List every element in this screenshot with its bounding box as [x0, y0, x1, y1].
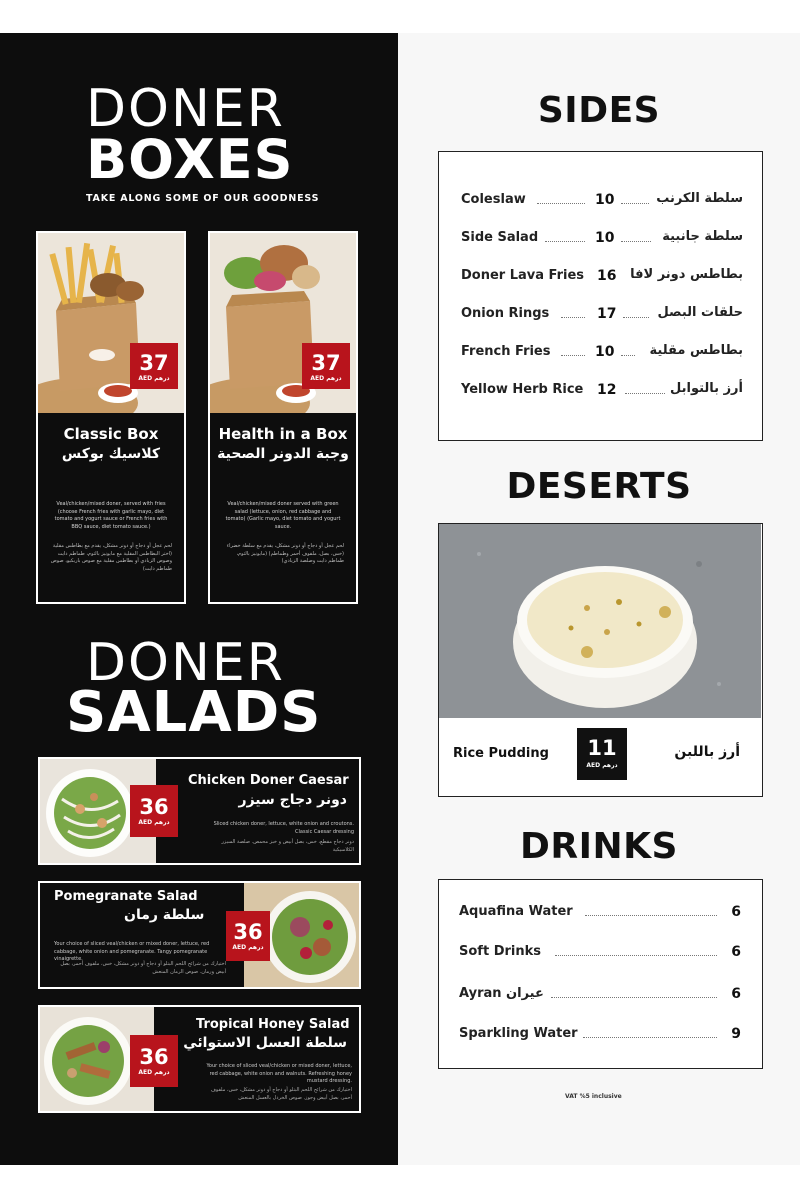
- drink-item: [459, 986, 741, 1006]
- side-price: 16: [597, 268, 617, 284]
- currency-label: AED درهم: [232, 944, 264, 951]
- side-name: Coleslaw: [461, 192, 526, 207]
- price-value: 37: [139, 351, 169, 375]
- dessert-name: Rice Pudding: [453, 746, 549, 761]
- salad-card-tropical: [38, 1005, 361, 1113]
- salad-name: Tropical Honey Salad: [196, 1017, 350, 1032]
- salad-card-pomegranate: [38, 881, 361, 989]
- right-panel: [398, 33, 800, 1165]
- leader-dots: [623, 317, 649, 318]
- leader-dots: [621, 203, 649, 204]
- drink-name: Soft Drinks: [459, 944, 541, 959]
- deserts-heading: DESERTS: [506, 466, 692, 507]
- side-name-arabic: بطاطس مقلية: [649, 343, 743, 358]
- side-price: 17: [597, 306, 617, 322]
- vat-note: VAT %5 inclusive: [565, 1093, 622, 1100]
- salad-name: Chicken Doner Caesar: [188, 773, 349, 788]
- side-item: [461, 192, 743, 212]
- drink-name: Aquafina Water: [459, 904, 573, 919]
- side-name: Side Salad: [461, 230, 539, 245]
- leader-dots: [545, 241, 585, 242]
- sides-list: [438, 151, 763, 441]
- salad-name: Pomegranate Salad: [54, 889, 198, 904]
- side-name-arabic: بطاطس دونر لافا: [630, 267, 743, 282]
- leader-dots: [621, 241, 651, 242]
- box-name-arabic: كلاسيك بوكس: [61, 446, 161, 462]
- drink-item: [459, 944, 741, 964]
- box-card-health: [208, 231, 358, 604]
- box-name-arabic: وجبة الدونر الصحية: [217, 446, 349, 462]
- health-box-price-badge: [302, 343, 350, 389]
- salad-card-caesar: [38, 757, 361, 865]
- side-name: Yellow Herb Rice: [461, 382, 584, 397]
- leader-dots: [555, 955, 717, 956]
- price-value: 36: [139, 1045, 169, 1069]
- drinks-heading: DRINKS: [520, 826, 678, 867]
- box-description-arabic: لحم عجل أو دجاج أو دونر مشكل، يقدم مع بطاطس مقلية (اختر البطاطس المقلية مع مايونيز بالثوم، طماطم دايت وصوص الزبادي أو بطاطس مقلية مع صوص باربكيو، صوص طماطم دايت): [50, 543, 172, 572]
- drink-price: 6: [731, 944, 741, 960]
- side-name: Doner Lava Fries: [461, 268, 585, 283]
- drink-item: [459, 1026, 741, 1046]
- sides-heading: SIDES: [537, 90, 661, 131]
- side-name-arabic: سلطة جانبية: [662, 229, 743, 244]
- pomegranate-price-badge: [226, 911, 270, 961]
- drink-name: Ayran عيران: [459, 986, 544, 1001]
- leader-dots: [621, 355, 635, 356]
- side-item: [461, 268, 743, 288]
- side-item: [461, 306, 743, 326]
- price-value: 36: [233, 920, 263, 944]
- caesar-price-badge: [130, 785, 178, 837]
- currency-label: AED درهم: [310, 375, 342, 382]
- salad-description-arabic: اختيارك من شرائح اللحم البتلو أو دجاج أو دونر مشكل، خس، ملفوف أحمر، بصل أبيض وجوز. صوص الخردل بالعسل المنعش: [210, 1087, 352, 1101]
- dessert-name-arabic: أرز باللبن: [674, 744, 740, 760]
- leader-dots: [551, 997, 717, 998]
- menu-page: [0, 33, 800, 1165]
- side-price: 10: [595, 192, 615, 208]
- side-price: 10: [595, 230, 615, 246]
- currency-label: AED درهم: [586, 762, 618, 769]
- side-name-arabic: سلطة الكرنب: [656, 191, 743, 206]
- side-item: [461, 230, 743, 250]
- side-name: French Fries: [461, 344, 551, 359]
- drink-price: 6: [731, 986, 741, 1002]
- price-value: 37: [311, 351, 341, 375]
- side-name-arabic: أرز بالتوابل: [670, 381, 743, 396]
- drink-price: 6: [731, 904, 741, 920]
- leader-dots: [625, 393, 665, 394]
- drink-price: 9: [731, 1026, 741, 1042]
- salad-name-arabic: دونر دجاج سيزر: [238, 792, 347, 808]
- health-box-photo: [210, 233, 356, 413]
- box-name: Classic Box: [63, 425, 159, 443]
- box-name: Health in a Box: [218, 425, 348, 443]
- left-panel: [0, 33, 398, 1165]
- side-item: [461, 344, 743, 364]
- box-description: Veal/chicken/mixed doner served with green salad (lettuce, onion, red cabbage and tomato) (Garlic mayo, diet tomato and yogurt sauce.: [225, 501, 341, 530]
- leader-dots: [537, 203, 585, 204]
- price-value: 11: [587, 736, 617, 760]
- boxes-heading-light: DONER: [86, 79, 285, 139]
- salads-heading-bold: SALADS: [66, 680, 322, 745]
- salad-description-arabic: اختيارك من شرائح اللحم البتلو أو دجاج أو دونر مشكل، خس، ملفوف أحمر، بصل أبيض ورمان. صوص الرمان المنعش: [60, 961, 226, 975]
- side-price: 12: [597, 382, 617, 398]
- dessert-card: [438, 523, 763, 797]
- currency-label: AED درهم: [138, 375, 170, 382]
- rice-pudding-photo: [439, 524, 761, 718]
- side-price: 10: [595, 344, 615, 360]
- side-item: [461, 382, 743, 402]
- drink-name: Sparkling Water: [459, 1026, 578, 1041]
- salad-name-arabic: سلطة العسل الاستوائي: [183, 1035, 347, 1051]
- side-name-arabic: حلقات البصل: [657, 305, 743, 320]
- leader-dots: [583, 1037, 717, 1038]
- boxes-tagline: TAKE ALONG SOME OF OUR GOODNESS: [86, 193, 320, 204]
- boxes-heading-bold: BOXES: [86, 128, 294, 191]
- drinks-list: [438, 879, 763, 1069]
- salad-name-arabic: سلطة رمان: [124, 907, 205, 923]
- box-description-arabic: لحم عجل أو دجاج أو دونر مشكل، يقدم مع سلطة خضراء (خس، بصل، ملفوف أحمر وطماطم) (مايونيز بالثوم، طماطم دايت وصلصة الزبادي): [226, 543, 344, 564]
- classic-box-photo: [38, 233, 184, 413]
- classic-box-price-badge: [130, 343, 178, 389]
- salad-description: Sliced chicken doner, lettuce, white onion and croutons. Classic Caesar dressing: [213, 821, 354, 835]
- currency-label: AED درهم: [138, 819, 170, 826]
- box-description: Veal/chicken/mixed doner, served with fries (choose French fries with garlic mayo, diet tomato and yogurt sauce or French fries with BBQ sauce, diet tomato sauce.): [54, 501, 168, 530]
- side-name: Onion Rings: [461, 306, 550, 321]
- leader-dots: [585, 915, 717, 916]
- price-value: 36: [139, 795, 169, 819]
- salad-description: Your choice of sliced veal/chicken or mixed doner, lettuce, red cabbage, white onion and walnuts. Refreshing honey mustard dressing.: [206, 1063, 352, 1084]
- salad-description: Your choice of sliced veal/chicken or mixed doner, lettuce, red cabbage, white onion and pomegranate. Tangy pomegranate vinaigrette.: [54, 941, 210, 962]
- currency-label: AED درهم: [138, 1069, 170, 1076]
- tropical-price-badge: [130, 1035, 178, 1087]
- leader-dots: [561, 317, 585, 318]
- drink-item: [459, 904, 741, 924]
- salad-description-arabic: دونر دجاج مقطع، خس، بصل أبيض و خبز محمص. صلصة السيزر الكلاسيكية: [221, 839, 354, 853]
- dessert-price-badge: [577, 728, 627, 780]
- salads-heading-light: DONER: [86, 633, 285, 693]
- box-card-classic: [36, 231, 186, 604]
- leader-dots: [561, 355, 585, 356]
